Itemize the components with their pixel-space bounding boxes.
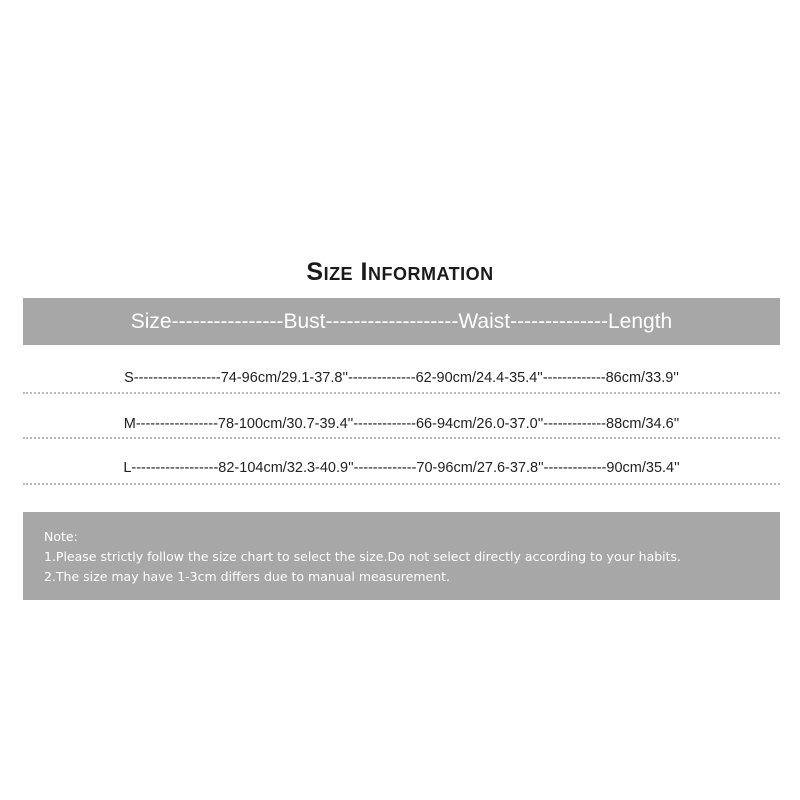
note-box bbox=[23, 512, 780, 600]
row-divider bbox=[23, 437, 780, 439]
size-table-header bbox=[23, 298, 780, 345]
note-heading: Note: bbox=[44, 529, 78, 544]
size-row-m: M-----------------78-100cm/30.7-39.4''-------------66-94cm/26.0-37.0''-------------88cm/34.6'' bbox=[123, 416, 680, 432]
row-divider bbox=[23, 483, 780, 485]
size-table-header-label: Size----------------Bust-------------------Waist--------------Length bbox=[130, 309, 673, 333]
note-line-1: 1.Please strictly follow the size chart to select the size.Do not select directly according to your habits. bbox=[44, 549, 682, 564]
note-line-2: 2.The size may have 1-3cm differs due to manual measurement. bbox=[44, 569, 450, 584]
page-title: Size Information bbox=[306, 258, 494, 286]
size-row-l: L------------------82-104cm/32.3-40.9''-------------70-96cm/27.6-37.8''-------------90cm/35.4'' bbox=[123, 460, 680, 476]
row-divider bbox=[23, 392, 780, 394]
size-row-s: S------------------74-96cm/29.1-37.8''--------------62-90cm/24.4-35.4''-------------86cm/33.9'' bbox=[124, 370, 679, 386]
